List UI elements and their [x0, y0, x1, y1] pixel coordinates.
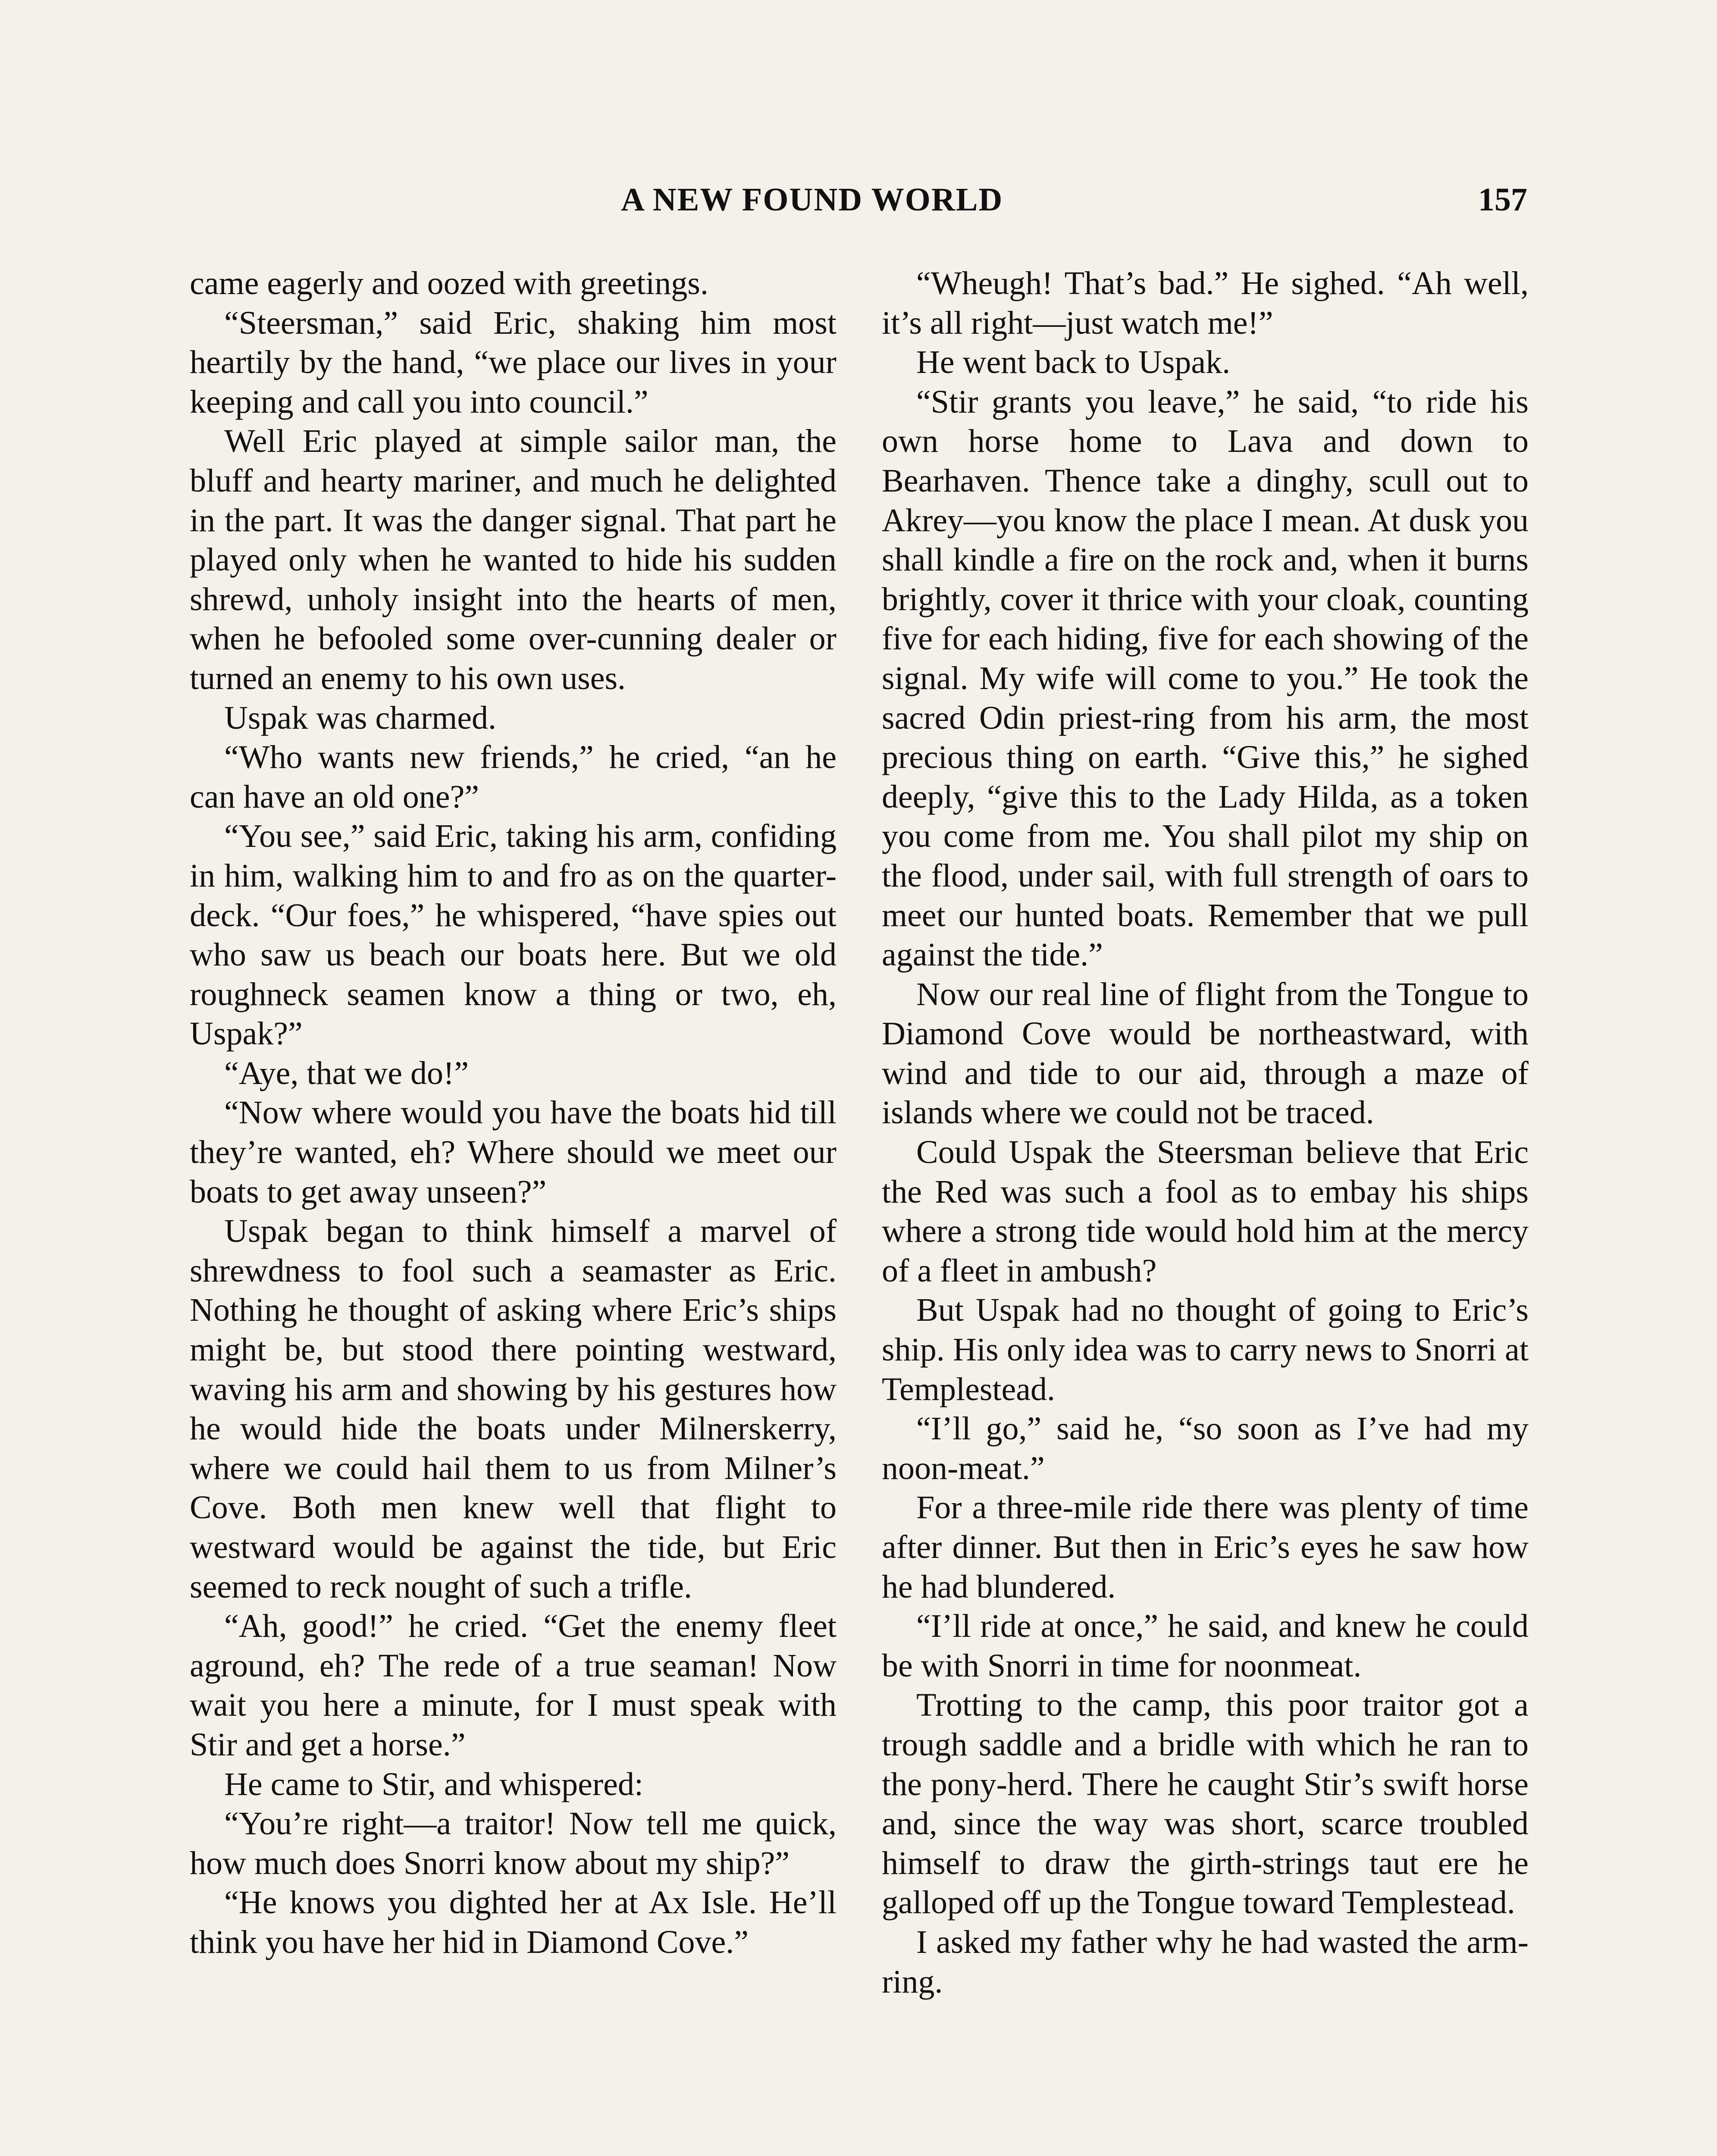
paragraph: Uspak was charmed. [224, 699, 497, 736]
paragraph: Now our real line of flight from the Tongue to Diamond Cove would be northeastward, with wind and tide to our aid, through a maze of islands where we could not be traced. [882, 976, 1529, 1131]
paragraph: “I’ll ride at once,” he said, and knew he could be with Snorri in time for noonmeat. [882, 1608, 1529, 1684]
paragraph: came eagerly and oozed with greetings. [190, 265, 708, 301]
paragraph: Trotting to the camp, this poor traitor got a trough saddle and a bridle with which he ran to the pony-herd. There he caught Stir’s swift horse and, since the way was short, scarce troubled himself to draw the girth-strings taut ere he galloped off up the Tongue toward Templestead. [882, 1687, 1529, 1921]
paragraph: For a three-mile ride there was plenty of time after dinner. But then in Eric’s eyes he saw how he had blundered. [882, 1489, 1529, 1605]
running-head-title: A NEW FOUND WORLD [621, 182, 1003, 218]
paragraph: “Now where would you have the boats hid till they’re wanted, eh? Where should we meet our boats to get away unseen?” [190, 1094, 837, 1210]
paragraph: “Who wants new friends,” he cried, “an he can have an old one?” [190, 739, 837, 815]
paragraph: Well Eric played at simple sailor man, the bluff and hearty mariner, and much he delighted in the part. It was the danger signal. That part he played only when he wanted to hide his sudden shrewd, unholy insight into the hearts of men, when he befooled some over-cunning dealer or turned an enemy to his own uses. [190, 423, 837, 696]
paragraph: I asked my father why he had wasted the arm-ring. [882, 1924, 1529, 2000]
paragraph: “You’re right—a traitor! Now tell me quick, how much does Snorri know about my ship?” [190, 1805, 837, 1881]
paragraph: “Steersman,” said Eric, shaking him most heartily by the hand, “we place our lives in your keeping and call you into council.” [190, 304, 837, 420]
paragraph: “Wheugh! That’s bad.” He sighed. “Ah well, it’s all right—just watch me!” [882, 265, 1529, 341]
paragraph: He went back to Uspak. [916, 344, 1231, 381]
paragraph: Uspak began to think himself a marvel of shrewdness to fool such a seamaster as Eric. Nothing he thought of asking where Eric’s ships might be, but stood there pointing westward, waving his arm and showing by his gestures how he would hide the boats under Milnerskerry, where we could hail them to us from Milner’s Cove. Both men knew well that flight to westward would be against the tide, but Eric seemed to reck nought of such a trifle. [190, 1213, 837, 1605]
page-number: 157 [1478, 182, 1527, 218]
paragraph: Could Uspak the Steersman believe that Eric the Red was such a fool as to embay his ships where a strong tide would hold him at the mercy of a fleet in ambush? [882, 1134, 1529, 1289]
paragraph: “I’ll go,” said he, “so soon as I’ve had my noon-meat.” [882, 1410, 1529, 1486]
paragraph: “Stir grants you leave,” he said, “to ride his own horse home to Lava and down to Bearhaven. Thence take a dinghy, scull out to Akrey—you know the place I mean. At dusk you shall kindle a fire on the rock and, when it burns brightly, cover it thrice with your cloak, counting five for each hiding, five for each showing of the signal. My wife will come to you.” He took the sacred Odin priest-ring from his arm, the most precious thing on earth. “Give this,” he sighed deeply, “give this to the Lady Hilda, as a token you come from me. You shall pilot my ship on the flood, under sail, with full strength of oars to meet our hunted boats. Remember that we pull against the tide.” [882, 383, 1529, 973]
paragraph: “You see,” said Eric, taking his arm, confiding in him, walking him to and fro as on the quarter-deck. “Our foes,” he whispered, “have spies out who saw us beach our boats here. But we old roughneck seamen know a thing or two, eh, Uspak?” [190, 818, 837, 1052]
paragraph: “Aye, that we do!” [224, 1055, 469, 1091]
paragraph: But Uspak had no thought of going to Eric’s ship. His only idea was to carry news to Snorri at Templestead. [882, 1292, 1529, 1407]
paragraph: “He knows you dighted her at Ax Isle. He’ll think you have her hid in Diamond Cove.” [190, 1884, 837, 1960]
paragraph: “Ah, good!” he cried. “Get the enemy fleet aground, eh? The rede of a true seaman! Now wait you here a minute, for I must speak with Stir and get a horse.” [190, 1608, 837, 1763]
paragraph: He came to Stir, and whispered: [224, 1766, 644, 1802]
text-column-right [882, 264, 1529, 2002]
text-column-left [190, 264, 837, 1962]
